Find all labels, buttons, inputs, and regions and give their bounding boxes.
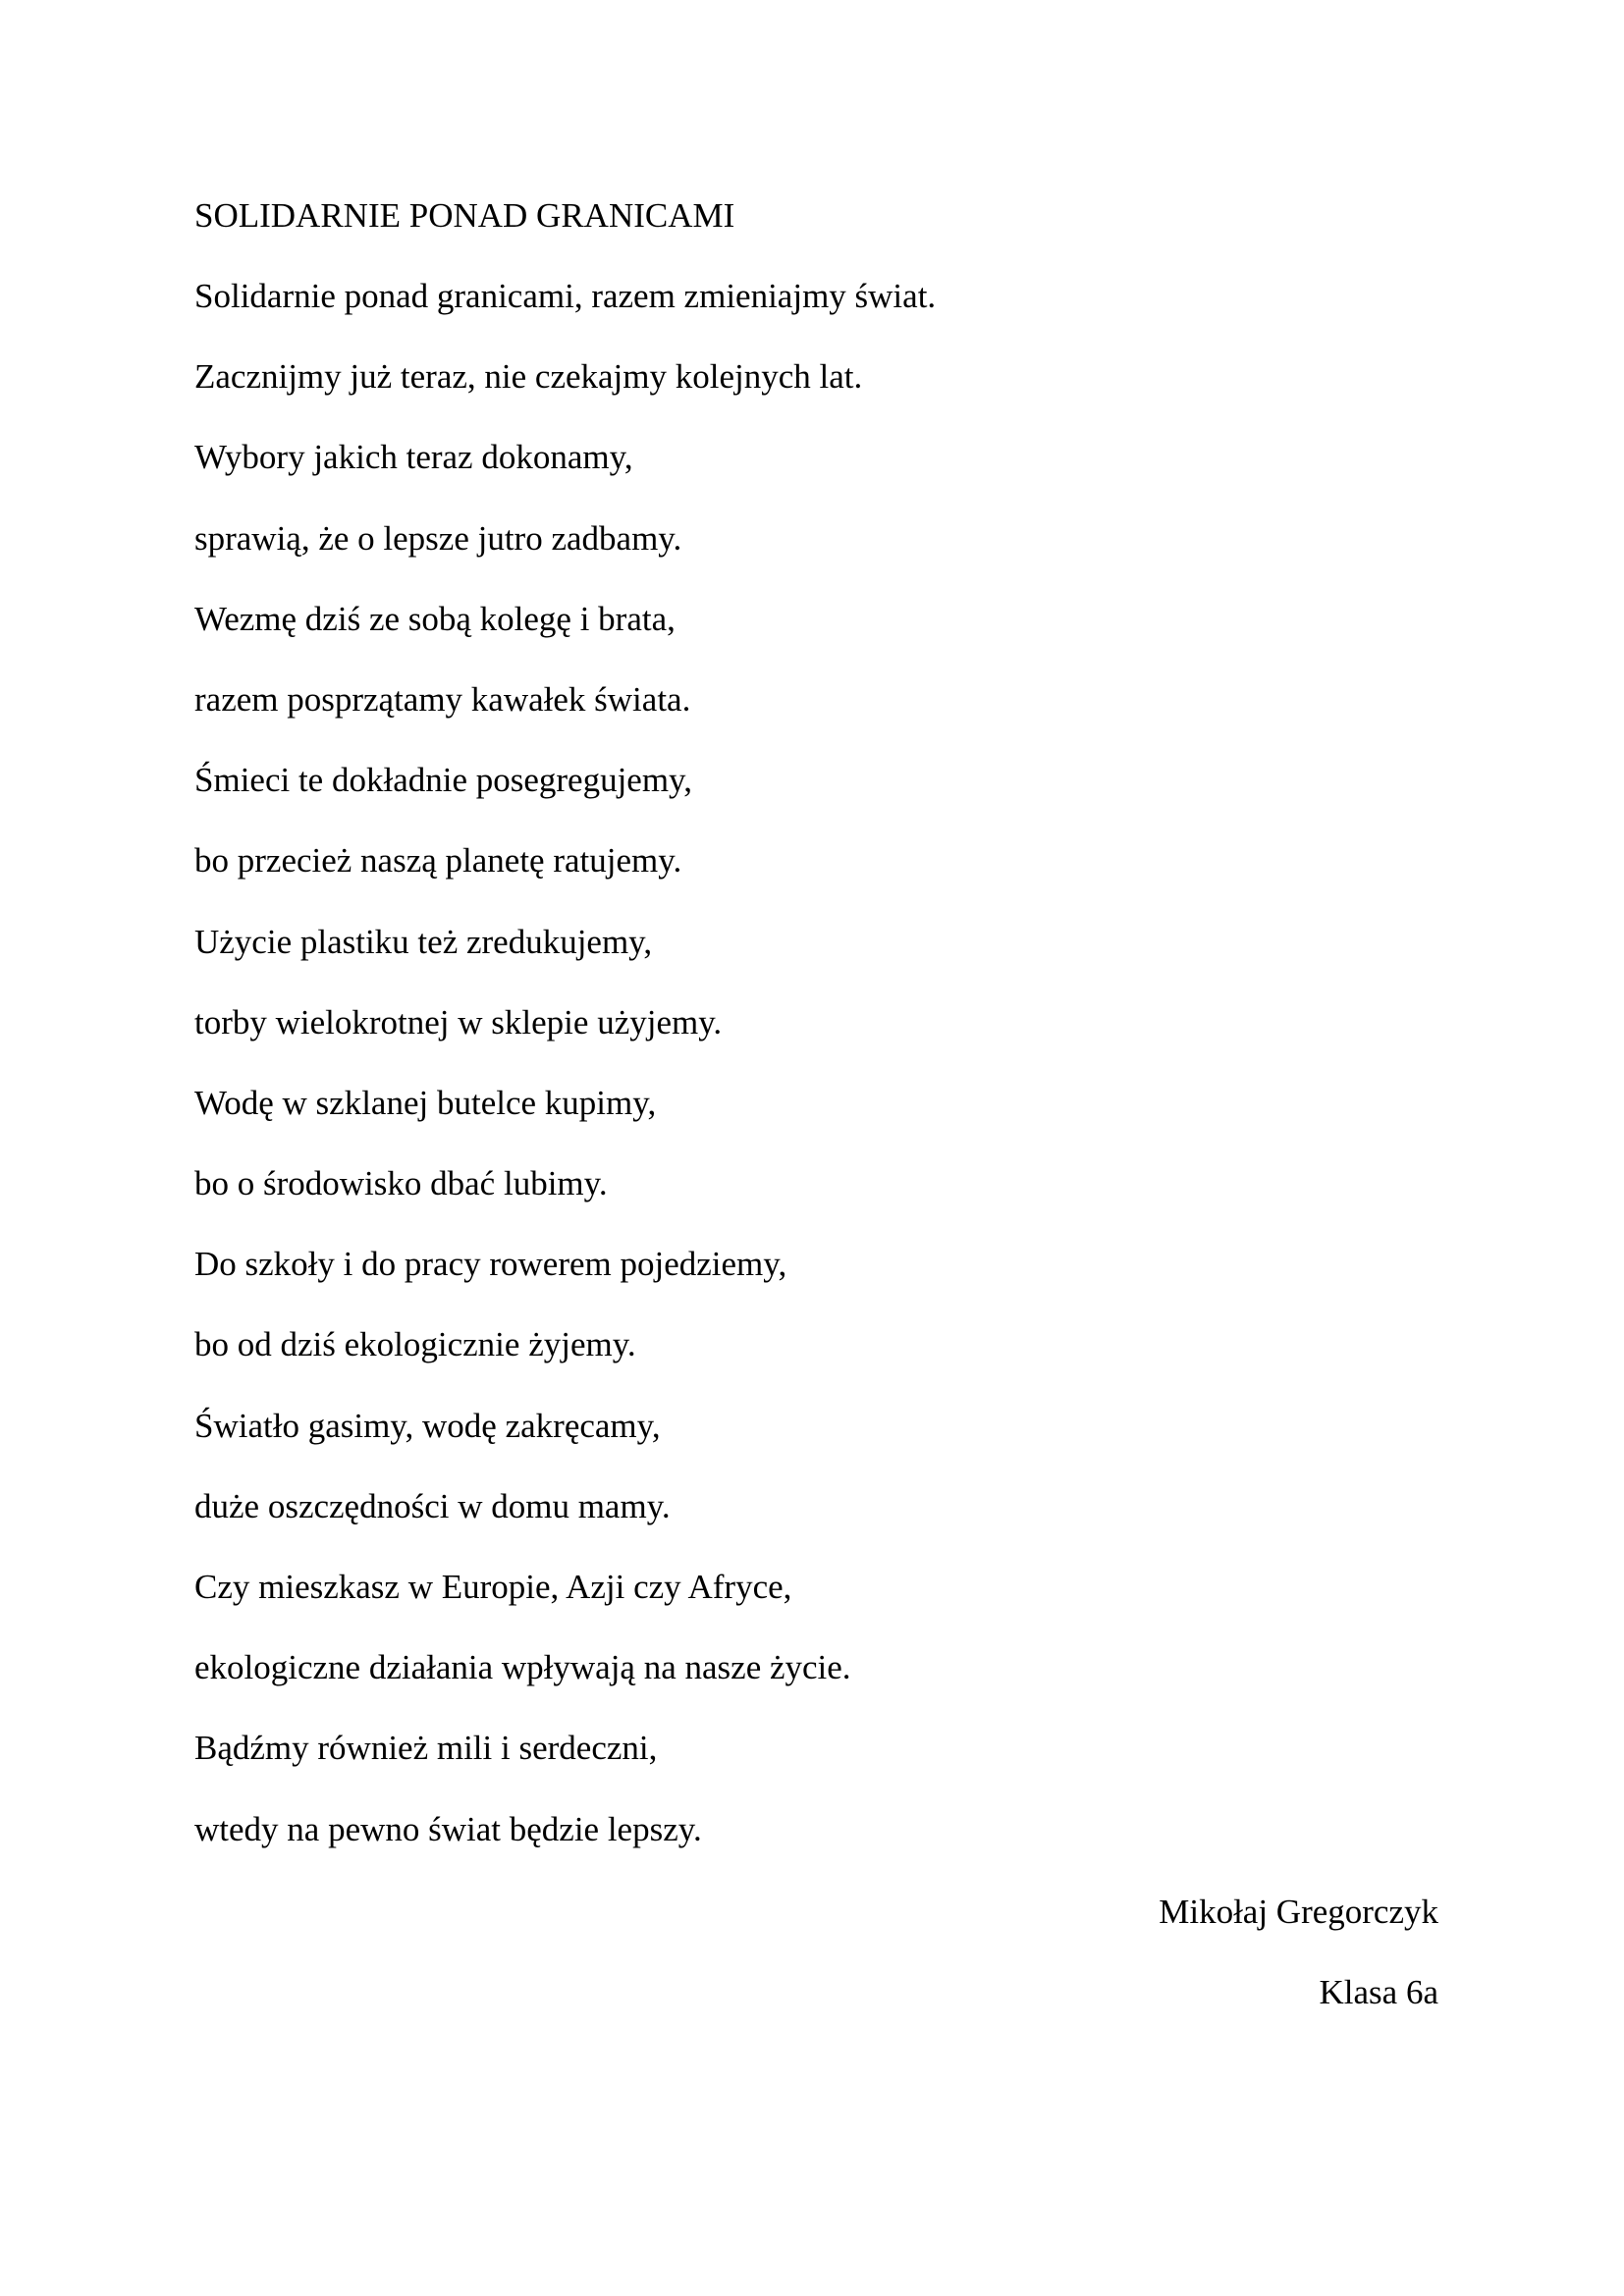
poem-line: Śmieci te dokładnie posegregujemy,: [194, 761, 693, 800]
poem-line: torby wielokrotnej w sklepie użyjemy.: [194, 1002, 723, 1041]
poem-line: Bądźmy również mili i serdeczni,: [194, 1729, 658, 1768]
poem-line: Do szkoły i do pracy rowerem pojedziemy,: [194, 1245, 787, 1284]
poem-line: Wezmę dziś ze sobą kolegę i brata,: [194, 599, 676, 638]
class-label: Klasa 6a: [1319, 1973, 1438, 2011]
poem-line: sprawią, że o lepsze jutro zadbamy.: [194, 518, 682, 558]
poem-line: Wodę w szklanej butelce kupimy,: [194, 1083, 657, 1122]
poem-line: ekologiczne działania wpływają na nasze życie.: [194, 1648, 851, 1687]
poem-line: bo od dziś ekologicznie żyjemy.: [194, 1325, 636, 1364]
poem-line: Czy mieszkasz w Europie, Azji czy Afryce,: [194, 1568, 792, 1606]
poem-line: Wybory jakich teraz dokonamy,: [194, 438, 633, 477]
poem-line: duże oszczędności w domu mamy.: [194, 1486, 671, 1525]
poem-line: wtedy na pewno świat będzie lepszy.: [194, 1809, 702, 1848]
author-name: Mikołaj Gregorczyk: [1159, 1893, 1438, 1931]
poem-line: bo o środowisko dbać lubimy.: [194, 1164, 608, 1203]
poem-line: Zacznijmy już teraz, nie czekajmy kolejnych lat.: [194, 357, 863, 397]
poem-line: Światło gasimy, wodę zakręcamy,: [194, 1406, 661, 1445]
signature-block: [1159, 1889, 1438, 2050]
poem-body: [194, 273, 936, 1887]
poem-line: Użycie plastiku też zredukujemy,: [194, 922, 653, 961]
poem-line: razem posprzątamy kawałek świata.: [194, 679, 691, 719]
poem-line: Solidarnie ponad granicami, razem zmieniajmy świat.: [194, 277, 937, 315]
poem-line: bo przecież naszą planetę ratujemy.: [194, 841, 682, 881]
poem-title: SOLIDARNIE PONAD GRANICAMI: [194, 196, 735, 235]
